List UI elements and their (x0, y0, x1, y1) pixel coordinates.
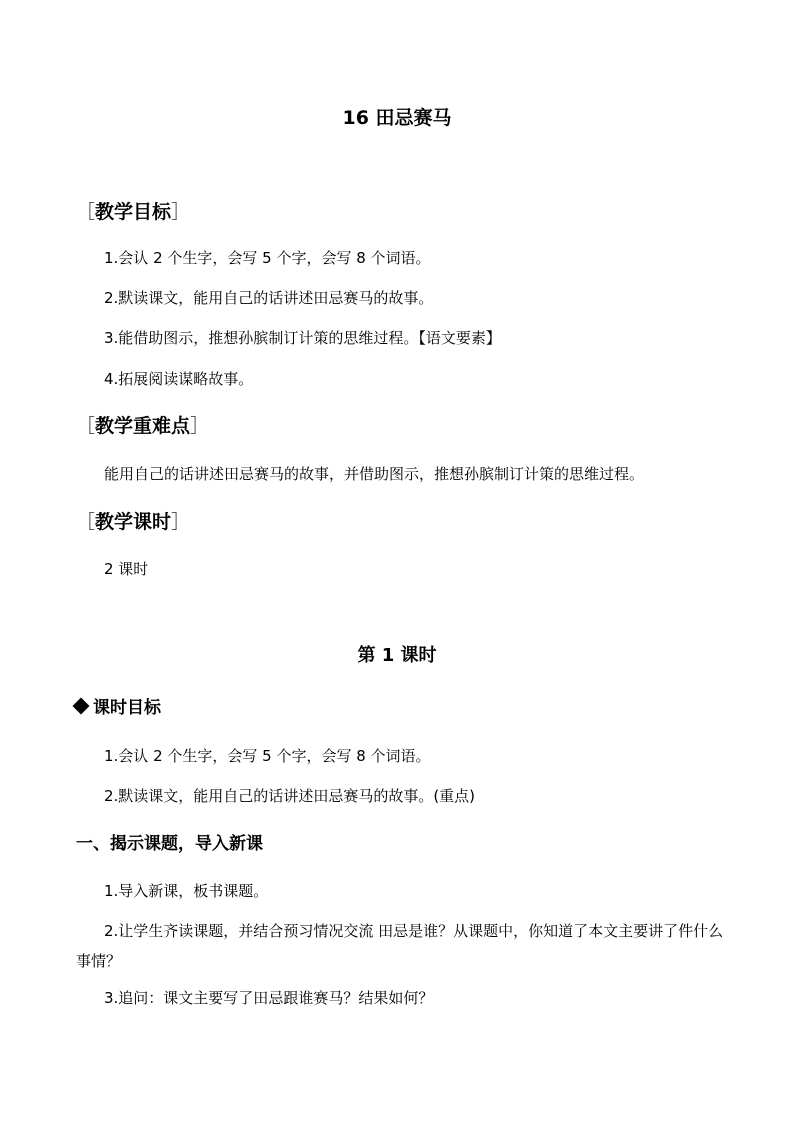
part1-step-2: 2.让学生齐读课题，并结合预习情况交流 田忌是谁？从课题中，你知道了本文主要讲了件什么事情？ (76, 922, 724, 970)
objective-item-3: 3.能借助图示，推想孙膑制订计策的思维过程。【语文要素】 (104, 329, 501, 347)
lesson-goal-1: 1.会认 2 个生字，会写 5 个字，会写 8 个词语。 (104, 747, 431, 765)
close-bracket: ］ (171, 511, 191, 533)
lesson-goal-2: 2.默读课文，能用自己的话讲述田忌赛马的故事。(重点) (104, 787, 476, 805)
close-bracket: ］ (171, 201, 191, 223)
hours-heading-text: 教学课时 (95, 511, 172, 533)
lesson-goals-heading-text: 课时目标 (93, 698, 161, 718)
key-points-text: 能用自己的话讲述田忌赛马的故事，并借助图示，推想孙膑制订计策的思维过程。 (104, 465, 645, 483)
part1-step-1: 1.导入新课，板书课题。 (104, 882, 269, 900)
diamond-bullet-icon (73, 698, 90, 715)
part1-heading: 一、揭示课题，导入新课 (76, 834, 263, 854)
objective-item-4: 4.拓展阅读谋略故事。 (104, 370, 254, 388)
objectives-heading-text: 教学目标 (95, 201, 172, 223)
part1-step-3: 3.追问：课文主要写了田忌跟谁赛马？结果如何？ (104, 989, 434, 1007)
key-points-heading-text: 教学重难点 (95, 415, 191, 437)
hours-heading (76, 510, 190, 534)
objective-item-1: 1.会认 2 个生字，会写 5 个字，会写 8 个词语。 (104, 249, 431, 267)
lesson-title: 第 1 课时 (357, 645, 437, 666)
objective-item-2: 2.默读课文，能用自己的话讲述田忌赛马的故事。 (104, 289, 434, 307)
lesson-goals-heading (72, 697, 161, 719)
open-bracket: ［ (76, 201, 96, 223)
open-bracket: ［ (76, 415, 96, 437)
page-title: 16 田忌赛马 (342, 107, 452, 129)
close-bracket: ］ (190, 415, 210, 437)
hours-text: 2 课时 (104, 560, 149, 578)
key-points-heading (76, 414, 209, 438)
open-bracket: ［ (76, 511, 96, 533)
objectives-heading (76, 200, 190, 224)
